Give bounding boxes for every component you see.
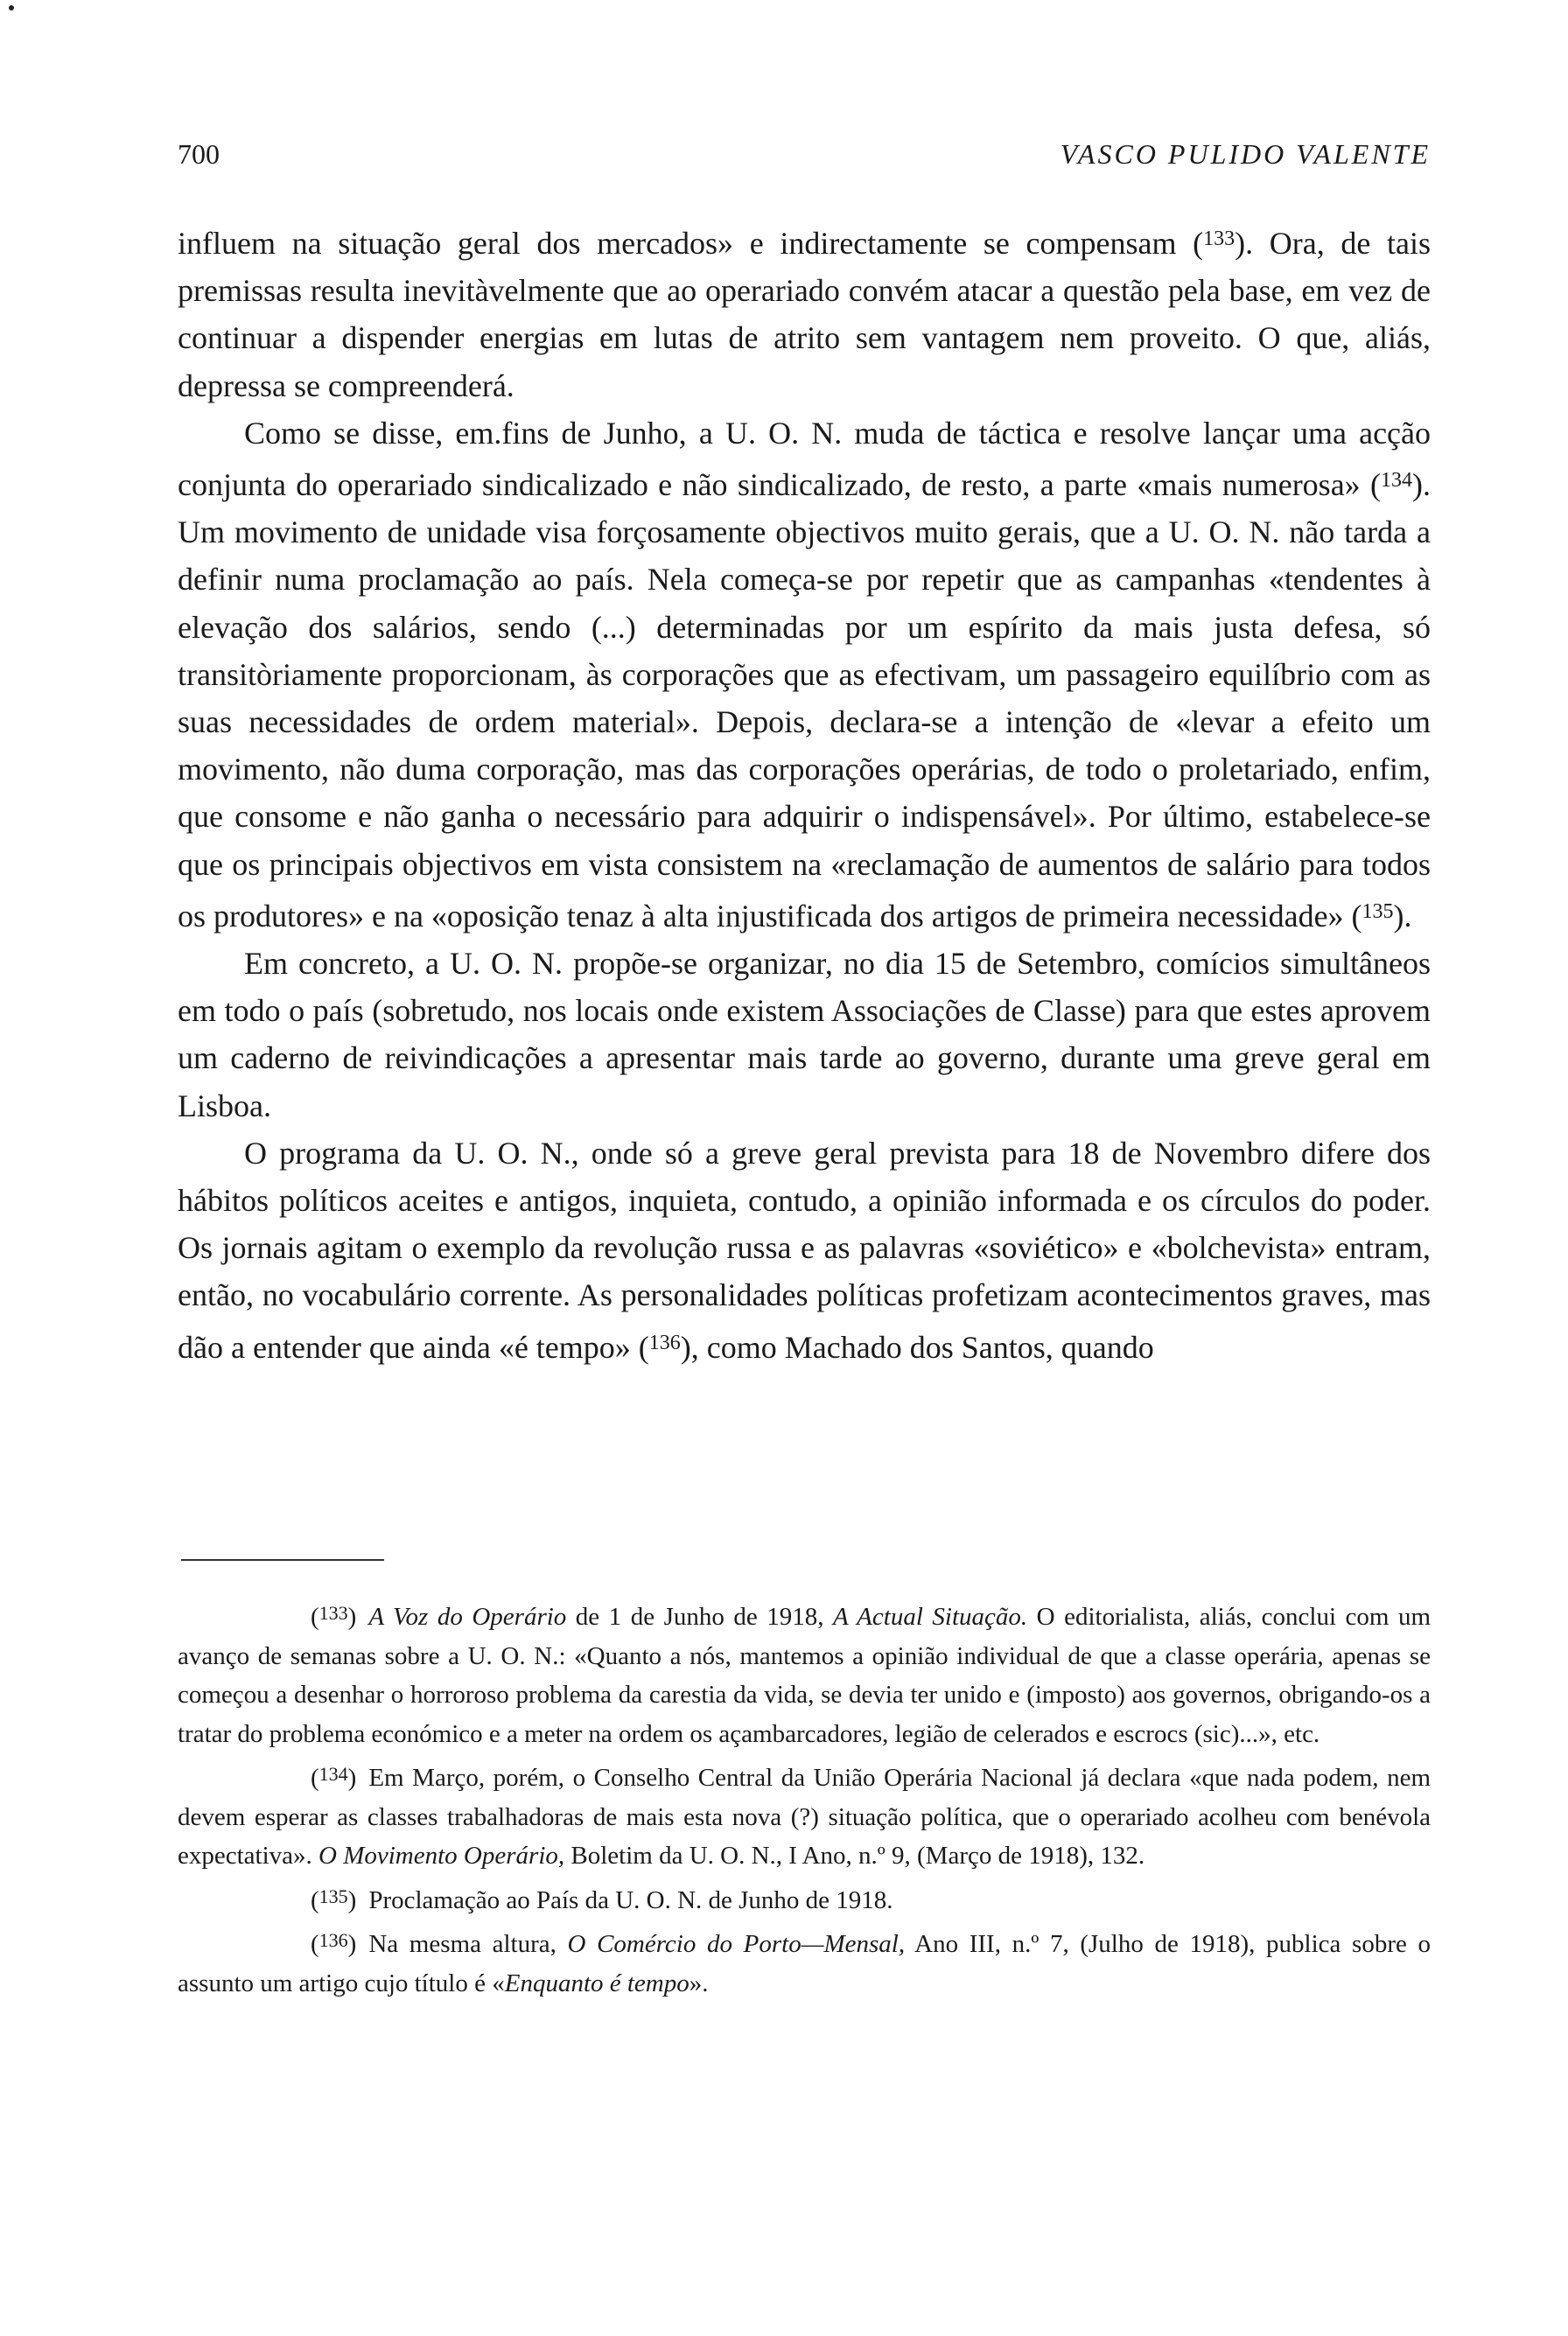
footnote-ref-134: 134	[1381, 469, 1412, 493]
text-span: ).	[1393, 898, 1412, 934]
text-span: Na mesma altura,	[368, 1930, 568, 1958]
footnote-number: ($^{136}$)	[311, 1929, 357, 1958]
main-text	[178, 215, 1431, 1371]
text-span: Boletim da U. O. N., I Ano, n.º 9, (Março de 1918), 132.	[564, 1842, 1145, 1870]
footnote-separator	[181, 1559, 384, 1561]
page-number: 700	[178, 138, 220, 170]
footnote-number: ($^{135}$)	[311, 1885, 357, 1914]
text-span: Ano III, n.º 7, (Julho de 1918), publica sobre o assunto um artigo cujo título é «	[178, 1930, 1431, 1997]
paragraph-4	[178, 1130, 1431, 1371]
text-span: de 1 de Junho de 1918,	[566, 1603, 833, 1631]
footnote-ref-136: 136	[648, 1331, 681, 1354]
publication-title: O Movimento Operário,	[318, 1842, 565, 1870]
footnote-134	[178, 1755, 1431, 1876]
publication-title: O Comércio do Porto—Mensal,	[567, 1930, 906, 1958]
footnote-136	[178, 1921, 1431, 2003]
text-span: O programa da U. O. N., onde só a greve geral prevista para 18 de Novembro difere dos hábitos políticos aceites e antigos, inquieta, contudo, a opinião informada e os círculos do poder. Os jornais agitam o exemplo da revolução russa e as palavras «soviético» e «bolchevista» entram, então, no vocabulário corrente. As personalidades políticas profetizam acontecimentos graves, mas dão a entender que ainda «é tempo» (	[178, 1135, 1431, 1365]
footnote-ref-133: 133	[1203, 227, 1236, 250]
scan-speck	[9, 5, 14, 10]
text-span: Como se disse, em.fins de Junho, a U. O. N. muda de táctica e resolve lançar uma acção conjunta do operariado sindicalizado e não sindicalizado, de resto, a parte «mais numerosa» (	[178, 415, 1431, 503]
footnote-number-value: 133	[318, 1602, 348, 1624]
paragraph-2	[178, 409, 1431, 940]
footnote-number-value: 136	[318, 1929, 348, 1951]
text-span: ). Um movimento de unidade visa forçosamente objectivos muito gerais, que a U. O. N. não tarda a definir numa proclamação ao país. Nela começa-se por repetir que as campanhas «tendentes à elevação dos salários, sendo (...) determinadas por um espírito da mais justa defesa, só transitòriamente proporcionam, às corporações que as efectivam, um passageiro equilíbrio com as suas necessidades de ordem material». Depois, declara-se a intenção de «levar a efeito um movimento, não duma corporação, mas das corporações operárias, de todo o proletariado, enfim, que consome e não ganha o necessário para adquirir o indispensável». Por último, estabelece-se que os principais objectivos em vista consistem na «reclamação de aumentos de salário para todos os produtores» e na «oposição tenaz à alta injustificada dos artigos de primeira necessidade» (	[178, 467, 1431, 934]
footnote-133	[178, 1594, 1431, 1753]
paragraph-3: Em concreto, a U. O. N. propõe-se organizar, no dia 15 de Setembro, comícios simultâneos em todo o país (sobretudo, nos locais onde existem Associações de Classe) para que estes aprovem um caderno de reivindicações a apresentar mais tarde ao governo, durante uma greve geral em Lisboa.	[178, 946, 1431, 1123]
publication-title: A Voz do Operário	[368, 1603, 567, 1631]
text-span: ».	[689, 1969, 709, 1997]
footnote-number-value: 135	[318, 1885, 348, 1907]
text-span: ). Ora, de tais premissas resulta inevitàvelmente que ao operariado convém atacar a questão pela base, em vez de continuar a dispender energias em lutas de atrito sem vantagem nem proveito. O que, aliás, depressa se compreenderá.	[178, 226, 1431, 403]
text-span: Em Março, porém, o Conselho Central da União Operária Nacional já declara «que nada podem, nem devem esperar as classes trabalhadoras de mais esta nova (?) situação política, que o operariado acolheu com benévola expectativa».	[178, 1764, 1431, 1870]
footnote-number: ($^{134}$)	[311, 1763, 357, 1792]
running-head: VASCO PULIDO VALENTE	[1060, 138, 1431, 170]
text-span: ), como Machado dos Santos, quando	[680, 1329, 1154, 1365]
footnote-ref-135: 135	[1362, 899, 1394, 923]
text-span: Proclamação ao País da U. O. N. de Junho de 1918.	[368, 1885, 893, 1914]
paragraph-1	[178, 215, 1431, 409]
text-span: influem na situação geral dos mercados» e indirectamente se compensam (	[178, 226, 1204, 261]
footnote-number-value: 134	[318, 1763, 348, 1785]
text-span: O editorialista, aliás, conclui com um avanço de semanas sobre a U. O. N.: «Quanto a nós, mantemos a opinião individual de que a classe operária, apenas se começou a desenhar o horroroso problema da carestia da vida, se devia ter unido e (imposto) aos governos, obrigando-os a tratar do problema económico e a meter na ordem os açambarcadores, legião de celerados e escrocs (sic)...», etc.	[178, 1603, 1431, 1748]
article-title: A Actual Situação.	[833, 1603, 1028, 1631]
article-title: Enquanto é tempo	[504, 1969, 690, 1997]
footnote-number: ($^{133}$)	[311, 1602, 357, 1631]
footnote-135	[178, 1878, 1431, 1920]
footnotes	[178, 1594, 1431, 2004]
page-header	[178, 138, 1431, 180]
